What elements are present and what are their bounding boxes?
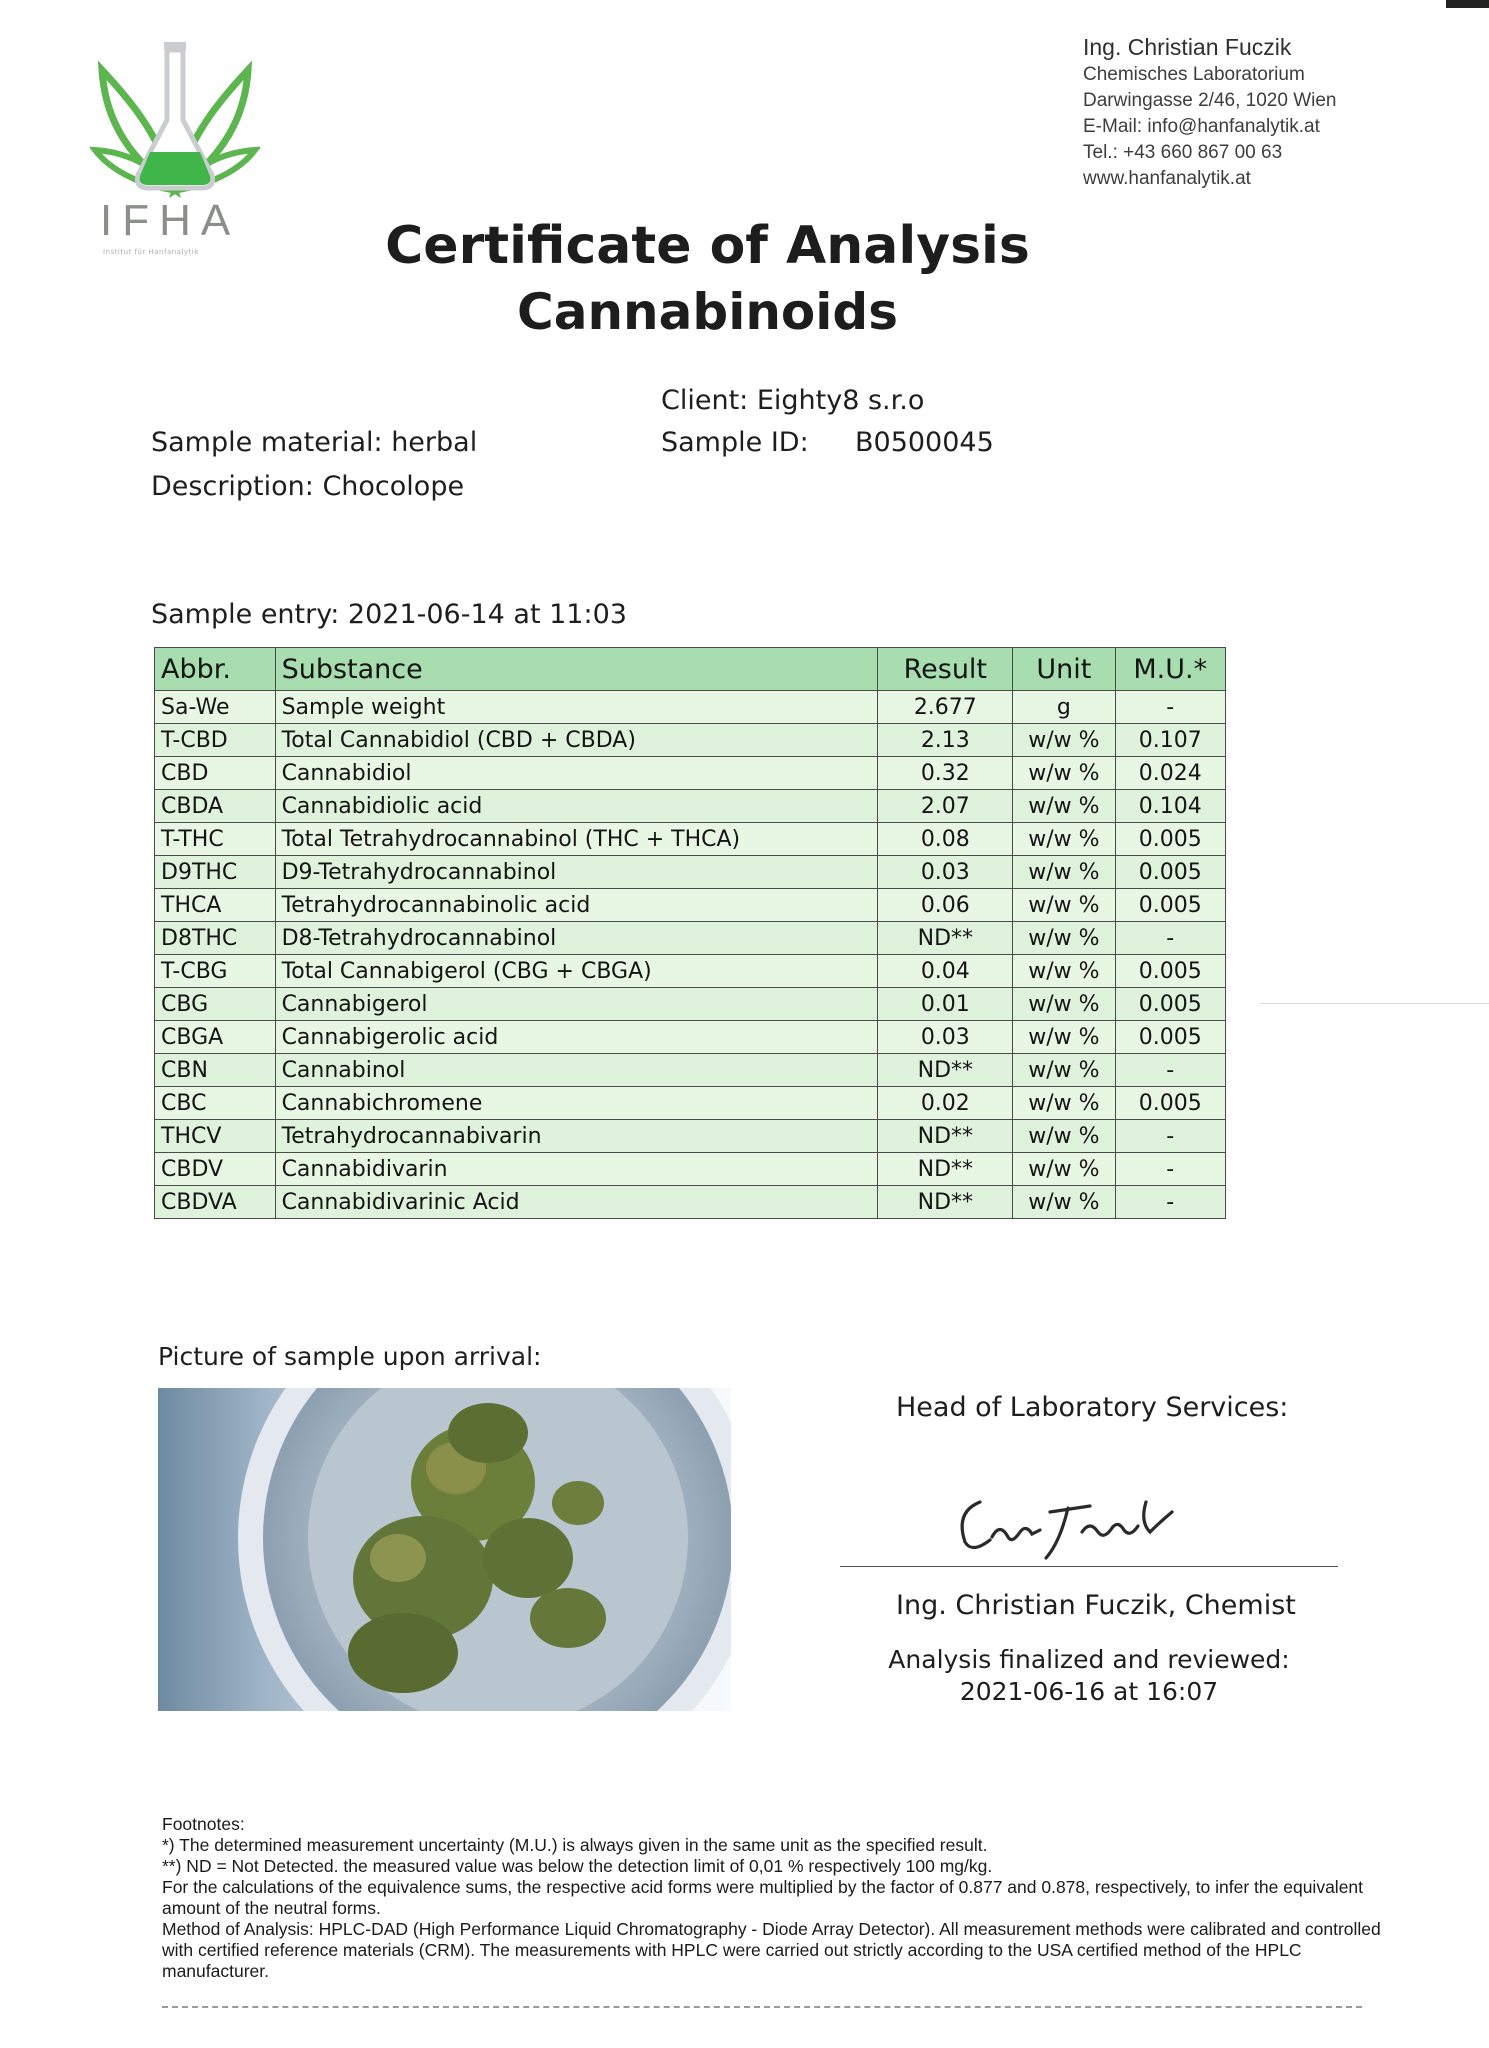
cell-abbr: THCA (155, 889, 276, 922)
cell-unit: w/w % (1013, 922, 1115, 955)
cell-unit: w/w % (1013, 1153, 1115, 1186)
cell-unit: w/w % (1013, 1054, 1115, 1087)
sample-bowl-image (158, 1388, 731, 1711)
footnote-nd: **) ND = Not Detected. the measured value was below the detection limit of 0,01 % respectively 100 mg/kg. (162, 1856, 993, 1876)
table-row (155, 856, 1226, 889)
cell-substance: Total Cannabidiol (CBD + CBDA) (275, 724, 878, 757)
lab-address: Darwingasse 2/46, 1020 Wien (1083, 90, 1337, 111)
cell-mu: - (1115, 1120, 1225, 1153)
cell-substance: D8-Tetrahydrocannabinol (275, 922, 878, 955)
cell-substance: Cannabidiol (275, 757, 878, 790)
table-header-row (155, 648, 1226, 691)
sample-id-label: Sample ID: (661, 427, 809, 458)
cell-substance: Cannabidivarinic Acid (275, 1186, 878, 1219)
logo-subtext: Institut für Hanfanalytik (103, 248, 199, 256)
cell-abbr: CBG (155, 988, 276, 1021)
cell-unit: w/w % (1013, 1186, 1115, 1219)
cell-unit: w/w % (1013, 988, 1115, 1021)
cell-result: 0.32 (878, 757, 1013, 790)
cell-result: ND** (878, 1186, 1013, 1219)
cell-result: 2.07 (878, 790, 1013, 823)
cell-unit: w/w % (1013, 790, 1115, 823)
table-row (155, 823, 1226, 856)
cell-mu: 0.005 (1115, 823, 1225, 856)
logo-wordmark: IFHA (100, 196, 241, 245)
cell-mu: 0.005 (1115, 955, 1225, 988)
cell-result: ND** (878, 922, 1013, 955)
table-row (155, 724, 1226, 757)
cell-substance: Cannabigerolic acid (275, 1021, 878, 1054)
cell-unit: w/w % (1013, 1120, 1115, 1153)
results-table (154, 647, 1226, 1219)
sample-photo (158, 1388, 731, 1711)
table-row (155, 889, 1226, 922)
footnotes-heading: Footnotes: (162, 1814, 245, 1834)
cut-off-text-line (162, 2006, 1362, 2008)
cell-result: ND** (878, 1120, 1013, 1153)
footnotes (162, 1814, 1384, 1982)
table-body (155, 691, 1226, 1219)
cell-mu: 0.005 (1115, 1087, 1225, 1120)
cell-abbr: T-CBG (155, 955, 276, 988)
cell-mu: - (1115, 1153, 1225, 1186)
cell-abbr: Sa-We (155, 691, 276, 724)
table-row (155, 757, 1226, 790)
lab-line: Chemisches Laboratorium (1083, 64, 1305, 85)
cell-mu: 0.005 (1115, 889, 1225, 922)
cell-substance: Cannabidivarin (275, 1153, 878, 1186)
cell-abbr: T-CBD (155, 724, 276, 757)
cell-mu: 0.104 (1115, 790, 1225, 823)
finalized-block (840, 1644, 1338, 1708)
cell-abbr: THCV (155, 1120, 276, 1153)
cell-substance: Sample weight (275, 691, 878, 724)
finalized-date: 2021-06-16 at 16:07 (959, 1677, 1219, 1706)
picture-label: Picture of sample upon arrival: (158, 1342, 542, 1371)
cell-abbr: CBD (155, 757, 276, 790)
sample-entry-date: Sample entry: 2021-06-14 at 11:03 (151, 599, 627, 630)
column-header-result: Result (878, 648, 1013, 691)
handwritten-signature-icon (950, 1482, 1200, 1562)
cell-mu: - (1115, 1186, 1225, 1219)
cell-unit: w/w % (1013, 856, 1115, 889)
table-row (155, 1153, 1226, 1186)
column-header-unit: Unit (1013, 648, 1115, 691)
cell-mu: 0.107 (1115, 724, 1225, 757)
cell-result: 2.677 (878, 691, 1013, 724)
cell-unit: w/w % (1013, 1021, 1115, 1054)
scan-edge-mark (1446, 0, 1489, 8)
sample-material: Sample material: herbal (151, 427, 478, 458)
table-row (155, 1120, 1226, 1153)
table-row (155, 1021, 1226, 1054)
cell-abbr: CBDVA (155, 1186, 276, 1219)
cell-substance: Cannabigerol (275, 988, 878, 1021)
signer-name: Ing. Christian Fuczik, Chemist (896, 1590, 1296, 1621)
page-subtitle: Cannabinoids (517, 283, 898, 341)
cell-substance: Cannabidiolic acid (275, 790, 878, 823)
cell-abbr: CBC (155, 1087, 276, 1120)
cell-substance: Total Cannabigerol (CBG + CBGA) (275, 955, 878, 988)
cell-unit: w/w % (1013, 955, 1115, 988)
column-header-mu: M.U.* (1115, 648, 1225, 691)
lab-website: www.hanfanalytik.at (1083, 168, 1251, 189)
client-name: Client: Eighty8 s.r.o (661, 385, 925, 416)
table-row (155, 955, 1226, 988)
cell-unit: w/w % (1013, 1087, 1115, 1120)
signature-line (840, 1566, 1338, 1567)
cell-mu: - (1115, 1054, 1225, 1087)
cell-mu: 0.024 (1115, 757, 1225, 790)
table-row (155, 1054, 1226, 1087)
cell-abbr: CBGA (155, 1021, 276, 1054)
cell-result: 0.08 (878, 823, 1013, 856)
cell-substance: Cannabinol (275, 1054, 878, 1087)
table-row (155, 1186, 1226, 1219)
cell-unit: g (1013, 691, 1115, 724)
lab-contact-block (1083, 32, 1463, 192)
footnote-equivalence: For the calculations of the equivalence sums, the respective acid forms were multiplied by the factor of 0.877 and 0.878, respectively, to infer the equivalent amount of the neutral forms. (162, 1877, 1364, 1918)
cell-unit: w/w % (1013, 889, 1115, 922)
cell-result: 0.03 (878, 856, 1013, 889)
sample-description: Description: Chocolope (151, 471, 465, 502)
cell-unit: w/w % (1013, 724, 1115, 757)
cell-result: 0.01 (878, 988, 1013, 1021)
page-title: Certificate of Analysis (385, 216, 1030, 276)
cell-result: 0.02 (878, 1087, 1013, 1120)
cell-result: 2.13 (878, 724, 1013, 757)
head-of-lab-label: Head of Laboratory Services: (896, 1392, 1289, 1423)
cell-result: 0.04 (878, 955, 1013, 988)
cell-abbr: D9THC (155, 856, 276, 889)
cell-mu: 0.005 (1115, 988, 1225, 1021)
paper-fold-line (1260, 1003, 1489, 1004)
cell-mu: - (1115, 922, 1225, 955)
cell-mu: - (1115, 691, 1225, 724)
table-row (155, 691, 1226, 724)
cell-abbr: T-THC (155, 823, 276, 856)
table-row (155, 922, 1226, 955)
cell-substance: Cannabichromene (275, 1087, 878, 1120)
cell-substance: Tetrahydrocannabivarin (275, 1120, 878, 1153)
cell-mu: 0.005 (1115, 1021, 1225, 1054)
cell-mu: 0.005 (1115, 856, 1225, 889)
sample-id-value: B0500045 (855, 427, 994, 458)
finalized-label: Analysis finalized and reviewed: (888, 1645, 1290, 1674)
column-header-abbr: Abbr. (155, 648, 276, 691)
cell-substance: D9-Tetrahydrocannabinol (275, 856, 878, 889)
cell-abbr: CBDA (155, 790, 276, 823)
cell-abbr: CBN (155, 1054, 276, 1087)
lab-name: Ing. Christian Fuczik (1083, 34, 1292, 60)
cell-unit: w/w % (1013, 757, 1115, 790)
cell-substance: Total Tetrahydrocannabinol (THC + THCA) (275, 823, 878, 856)
cell-substance: Tetrahydrocannabinolic acid (275, 889, 878, 922)
footnote-method: Method of Analysis: HPLC-DAD (High Performance Liquid Chromatography - Diode Array Detector). All measurement methods were calibrated and controlled with certified reference materials (CRM). The measurements with HPLC were carried out strictly according to the USA certified method of the HPLC manufacturer. (162, 1919, 1381, 1981)
table-row (155, 790, 1226, 823)
lab-phone: Tel.: +43 660 867 00 63 (1083, 142, 1283, 163)
cell-unit: w/w % (1013, 823, 1115, 856)
cell-result: ND** (878, 1153, 1013, 1186)
cell-abbr: CBDV (155, 1153, 276, 1186)
table-row (155, 1087, 1226, 1120)
cell-result: 0.03 (878, 1021, 1013, 1054)
footnote-mu: *) The determined measurement uncertainty (M.U.) is always given in the same unit as the specified result. (162, 1835, 988, 1855)
cell-result: 0.06 (878, 889, 1013, 922)
cell-result: ND** (878, 1054, 1013, 1087)
table-row (155, 988, 1226, 1021)
cell-abbr: D8THC (155, 922, 276, 955)
column-header-substance: Substance (275, 648, 878, 691)
lab-email: E-Mail: info@hanfanalytik.at (1083, 116, 1320, 137)
